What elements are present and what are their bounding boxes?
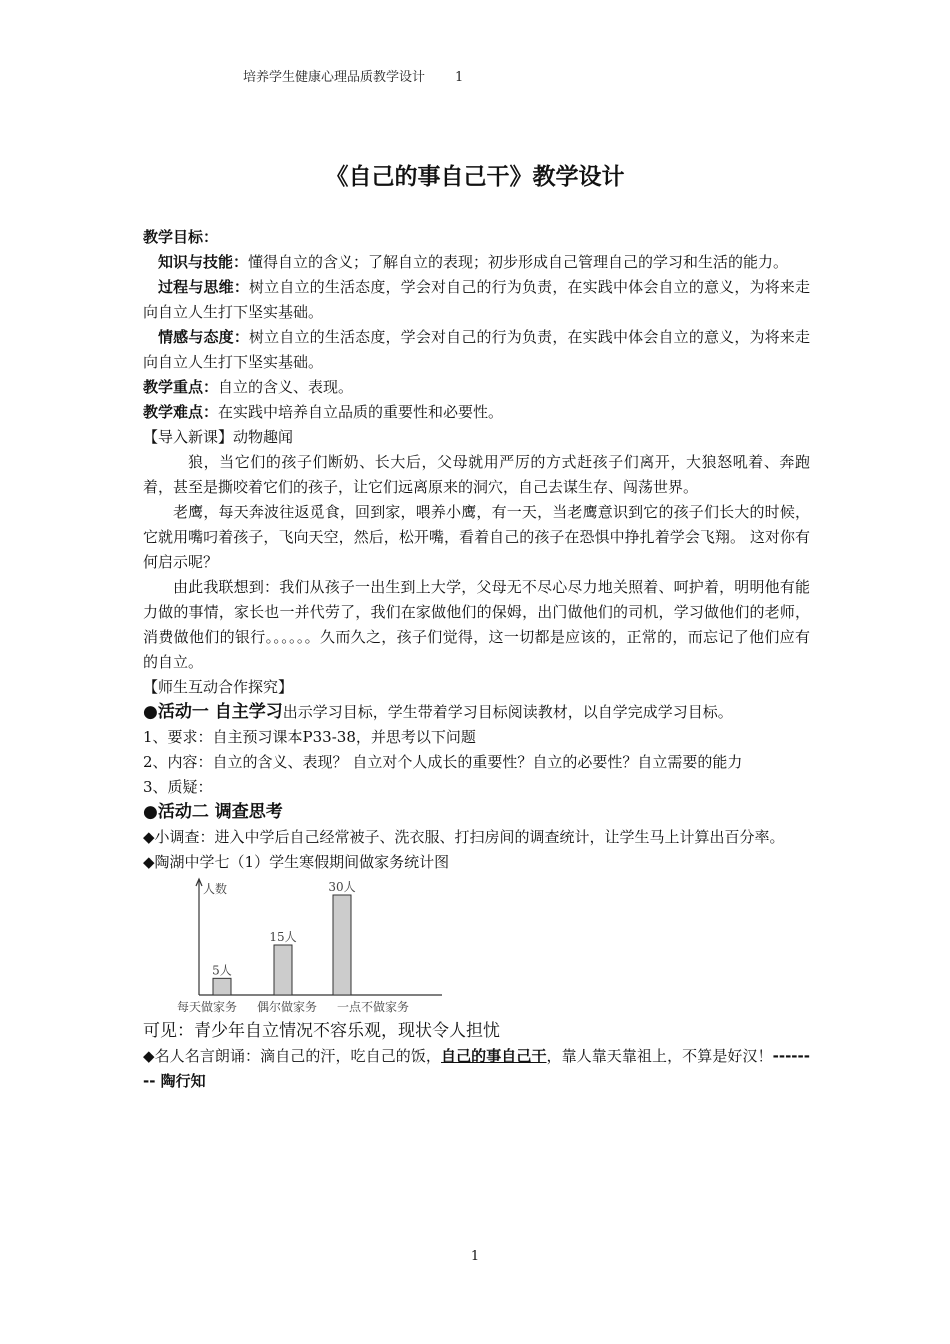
category-label-2: 一点不做家务 <box>337 1000 410 1014</box>
footer-page-number: 1 <box>470 1249 480 1264</box>
intro-paragraph-wolf: 狼，当它们的孩子们断奶、长大后，父母就用严厉的方式赶孩子们离开，大狼怒吼着、奔跑着，甚至是撕咬着它们的孩子，让它们远离原来的洞穴，自己去谋生存、闯荡世界。 <box>143 453 810 496</box>
bar-2 <box>333 895 351 995</box>
key-point-text: 自立的含义、表现。 <box>218 378 354 396</box>
chart-caption: ◆陶湖中学七（1）学生寒假期间做家务统计图 <box>143 853 450 871</box>
quote-emphasis: 自己的事自己干 <box>441 1047 547 1065</box>
y-axis-label: 人数 <box>203 882 228 896</box>
activity1-bullet-icon: ● <box>143 702 158 722</box>
bar-value-label-2: 30人 <box>328 880 356 894</box>
objective-emotion <box>143 325 810 375</box>
activity1-desc: 出示学习目标，学生带着学习目标阅读教材，以自学完成学习目标。 <box>282 703 733 721</box>
activity1-title: 活动一 自主学习 <box>157 702 283 722</box>
difficulty <box>143 400 810 425</box>
emotion-text: 树立自立的生活态度，学会对自己的行为负责，在实践中体会自立的意义，为将来走向自立人生打下坚实基础。 <box>143 328 810 371</box>
bar-0 <box>213 978 231 995</box>
objective-process <box>143 275 810 325</box>
explore-heading: 【师生互动合作探究】 <box>143 678 294 696</box>
housework-bar-chart <box>177 877 477 1019</box>
intro-paragraph-reflection: 由此我联想到：我们从孩子一出生到上大学，父母无不尽心尽力地关照着、呵护着，明明他有能力做的事情，家长也一并代劳了，我们在家做他们的保姆，出门做他们的司机，学习做他们的老师，消费做他们的银行。。。。。。久而久之，孩子们觉得，这一切都是应该的，正常的，而忘记了他们应有的自立。 <box>143 578 810 671</box>
activity1-item-1: 1、要求：自主预习课本P33-38，并思考以下问题 <box>143 728 476 746</box>
bar-value-label-0: 5人 <box>212 963 232 978</box>
activity2-line <box>143 800 810 825</box>
bar-value-label-1: 15人 <box>269 930 297 944</box>
activity2-survey: ◆小调查：进入中学后自己经常被子、洗衣服、打扫房间的调查统计，让学生马上计算出百分率。 <box>143 828 785 846</box>
header-page-number: 1 <box>455 70 464 85</box>
quote <box>143 1044 810 1094</box>
bar-1 <box>274 945 292 995</box>
difficulty-label: 教学难点： <box>143 403 219 421</box>
activity1-item-2: 2、内容：自立的含义、表现？ 自立对个人成长的重要性？自立的必要性？自立需要的能力 <box>143 753 743 771</box>
difficulty-text: 在实践中培养自立品质的重要性和必要性。 <box>218 403 504 421</box>
housework-chart <box>177 877 477 1019</box>
category-label-1: 偶尔做家务 <box>257 1000 318 1014</box>
conclusion: 可见：青少年自立情况不容乐观，现状令人担忧 <box>143 1021 500 1041</box>
intro-paragraph-eagle: 老鹰，每天奔波往返觅食，回到家，喂养小鹰，有一天，当老鹰意识到它的孩子们长大的时候，它就用嘴叼着孩子，飞向天空，然后，松开嘴，看着自己的孩子在恐惧中挣扎着学会飞翔。 这对你有何启示呢？ <box>143 503 810 571</box>
quote-prefix: ◆名人名言朗诵：滴自己的汗，吃自己的饭， <box>143 1047 441 1065</box>
knowledge-text: 懂得自立的含义；了解自立的表现；初步形成自己管理自己的学习和生活的能力。 <box>248 253 789 271</box>
knowledge-label: 知识与技能： <box>158 253 249 271</box>
document-title: 《自己的事自己干》教学设计 <box>325 164 625 190</box>
process-label: 过程与思维： <box>158 278 249 296</box>
activity2-bullet-icon: ● <box>143 802 158 822</box>
emotion-label: 情感与态度： <box>158 328 249 346</box>
quote-author: -------- 陶行知 <box>143 1047 810 1090</box>
key-point-label: 教学重点： <box>143 378 219 396</box>
header-title: 培养学生健康心理品质教学设计 <box>243 70 426 85</box>
process-text: 树立自立的生活态度，学会对自己的行为负责，在实践中体会自立的意义，为将来走向自立人生打下坚实基础。 <box>143 278 810 321</box>
document-body <box>143 225 810 1094</box>
intro-heading: 【导入新课】动物趣闻 <box>143 428 294 446</box>
objectives-heading: 教学目标： <box>143 228 219 246</box>
page-header <box>243 66 463 85</box>
key-point <box>143 375 810 400</box>
quote-suffix: ，靠人靠天靠祖上，不算是好汉！ <box>546 1047 773 1065</box>
category-label-0: 每天做家务 <box>177 1000 238 1014</box>
objective-knowledge <box>143 250 810 275</box>
activity2-title: 活动二 调查思考 <box>157 802 283 822</box>
activity1-line <box>143 700 810 725</box>
activity1-item-3: 3、质疑： <box>143 778 213 796</box>
